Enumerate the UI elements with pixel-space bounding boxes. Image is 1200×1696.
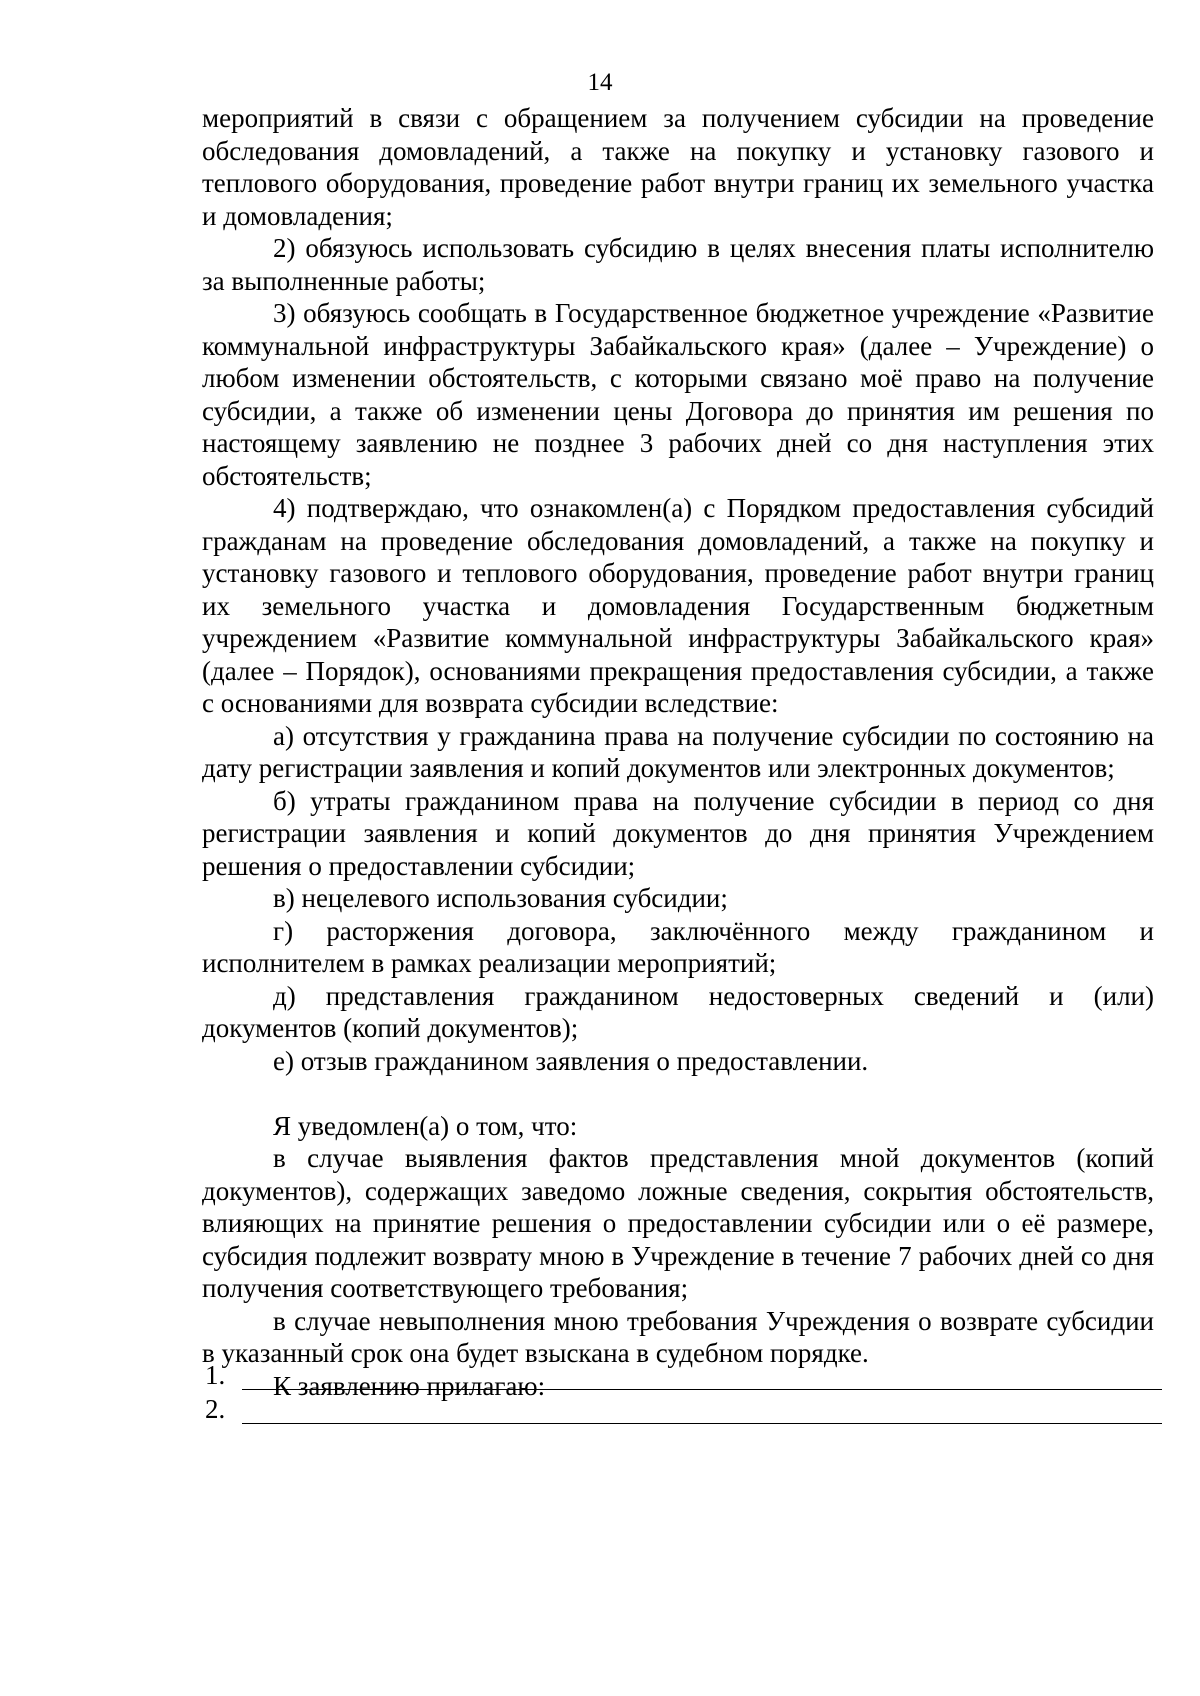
attachments-heading: К заявлению прилагаю: <box>273 1370 546 1401</box>
notification-heading: Я уведомлен(а) о том, что: <box>273 1110 578 1141</box>
paragraph-subitem-e: е) отзыв гражданином заявления о предоставлении. <box>273 1045 869 1076</box>
page-number: 14 <box>587 69 613 96</box>
paragraph-item-4: 4) подтверждаю, что ознакомлен(а) с Порядком предоставления субсидий гражданам на проведение обследования домовладений, а также на покупку и установку газового и теплового оборудования, проведение работ внутри границ их земельного участка и домовладения Государственным бюджетным учреждением «Развитие коммунальной инфраструктуры Забайкальского края» (далее – Порядок), основаниями прекращения предоставления субсидии, а также с основаниями для возврата субсидии вследствие: <box>202 493 1154 718</box>
paragraph-subitem-d: д) представления гражданином недостоверных сведений и (или) документов (копий документов); <box>202 980 1154 1043</box>
paragraph-subitem-a: а) отсутствия у гражданина права на получение субсидии по состоянию на дату регистрации заявления и копий документов или электронных документов; <box>202 720 1154 783</box>
paragraph-continuation: мероприятий в связи с обращением за получением субсидии на проведение обследования домовладений, а также на покупку и установку газового и теплового оборудования, проведение работ внутри границ их земельного участка и домовладения; <box>202 103 1154 231</box>
attachment-line-1[interactable] <box>202 1358 1162 1392</box>
paragraph-subitem-g: г) расторжения договора, заключённого между гражданином и исполнителем в рамках реализации мероприятий; <box>202 915 1154 978</box>
attachment-number: 2. <box>205 1394 226 1424</box>
attachment-blank-field[interactable] <box>242 1423 1162 1424</box>
attachment-number: 1. <box>205 1360 226 1390</box>
notification-clause-2: в случае невыполнения мною требования Учреждения о возврате субсидии в указанный срок она будет взыскана в судебном порядке. <box>202 1305 1154 1368</box>
paragraph-item-2: 2) обязуюсь использовать субсидию в целях внесения платы исполнителю за выполненные работы; <box>202 233 1154 296</box>
attachment-blank-field[interactable] <box>242 1389 1162 1390</box>
paragraph-item-3: 3) обязуюсь сообщать в Государственное бюджетное учреждение «Развитие коммунальной инфраструктуры Забайкальского края» (далее – Учреждение) о любом изменении обстоятельств, с которыми связано моё право на получение субсидии, а также об изменении цены Договора до принятия им решения по настоящему заявлению не позднее 3 рабочих дней со дня наступления этих обстоятельств; <box>202 298 1154 491</box>
document-body <box>202 102 1154 1402</box>
paragraph-subitem-b: б) утраты гражданином права на получение субсидии в период со дня регистрации заявления и копий документов до дня принятия Учреждением решения о предоставлении субсидии; <box>202 785 1154 881</box>
attachment-line-2[interactable] <box>202 1392 1162 1426</box>
paragraph-subitem-v: в) нецелевого использования субсидии; <box>273 883 728 913</box>
notification-clause-1: в случае выявления фактов представления мной документов (копий документов), содержащих заведомо ложные сведения, сокрытия обстоятельств, влияющих на принятие решения о предоставлении субсидии или о её размере, субсидия подлежит возврату мною в Учреждение в течение 7 рабочих дней со дня получения соответствующего требования; <box>202 1143 1154 1303</box>
